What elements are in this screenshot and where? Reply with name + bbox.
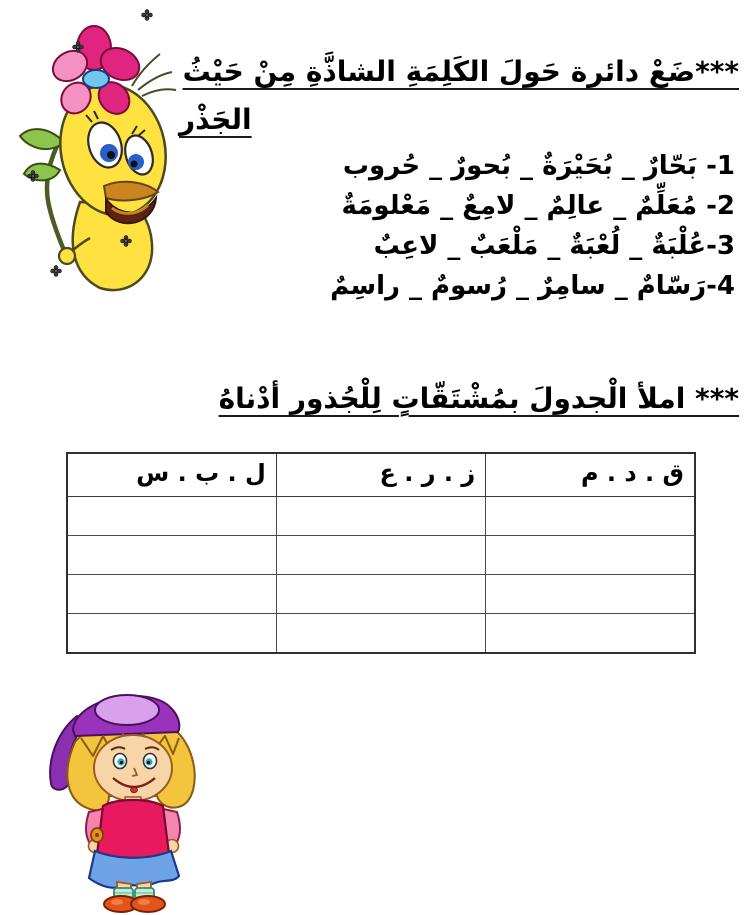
word-row-3: 3-عُلْبَةٌ _ لُعْبَةٌ _ مَلْعَبٌ _ لاعِبٌ bbox=[373, 231, 735, 261]
answer-cell bbox=[276, 497, 485, 536]
exercise1-title-line1: ***ضَعْ دائرة حَولَ الكَلِمَةِ الشاذَّةِ مِنْ حَيْثُ bbox=[182, 55, 739, 88]
table-row bbox=[67, 575, 695, 614]
girl-vest bbox=[97, 800, 169, 861]
root-header-lbs: ل . ب . س bbox=[67, 453, 276, 497]
answer-cell bbox=[276, 614, 485, 654]
tweety-bird-clipart bbox=[8, 2, 190, 292]
exercise2-title bbox=[179, 376, 739, 422]
table-row bbox=[67, 536, 695, 575]
hair-strand bbox=[138, 72, 172, 90]
answer-cell bbox=[486, 536, 695, 575]
girl-shoes bbox=[104, 896, 165, 912]
answer-cell bbox=[276, 575, 485, 614]
answer-cell bbox=[486, 497, 695, 536]
answer-cell bbox=[67, 614, 276, 654]
word-row-4: 4-رَسّامٌ _ سامِرٌ _ رُسومٌ _ راسِمٌ bbox=[330, 271, 735, 301]
cartoon-girl-clipart bbox=[45, 682, 207, 914]
answer-cell bbox=[276, 536, 485, 575]
exercise1-title bbox=[179, 48, 739, 144]
cap-front-panel bbox=[95, 695, 159, 725]
root-header-zre: ز . ر . ع bbox=[276, 453, 485, 497]
hair-strand bbox=[142, 89, 176, 96]
answer-cell bbox=[67, 575, 276, 614]
tweety-hand bbox=[59, 248, 75, 264]
exercise2-title-text: *** املأ الْجدولَ بمُشْتَقّاتٍ لِلْجُذور أدْناهُ bbox=[218, 382, 739, 415]
answer-cell bbox=[67, 497, 276, 536]
answer-cell bbox=[486, 575, 695, 614]
girl-lip bbox=[131, 787, 138, 792]
table-row bbox=[67, 614, 695, 654]
answer-cell bbox=[67, 536, 276, 575]
word-row-1: 1- بَحّارٌ _ بُحَيْرَةٌ _ بُحورٌ _ حُروب bbox=[342, 151, 735, 181]
table-header-row bbox=[67, 453, 695, 497]
word-list bbox=[175, 146, 735, 306]
exercise1-title-line2: الجَذْر bbox=[179, 103, 252, 136]
root-header-qdm: ق . د . م bbox=[486, 453, 695, 497]
roots-table bbox=[66, 452, 696, 654]
answer-cell bbox=[486, 614, 695, 654]
leaf-icon bbox=[20, 129, 64, 149]
table-row bbox=[67, 497, 695, 536]
word-row-2: 2- مُعَلِّمٌ _ عالِمٌ _ لامِعٌ _ مَعْلومَةٌ bbox=[341, 191, 735, 221]
